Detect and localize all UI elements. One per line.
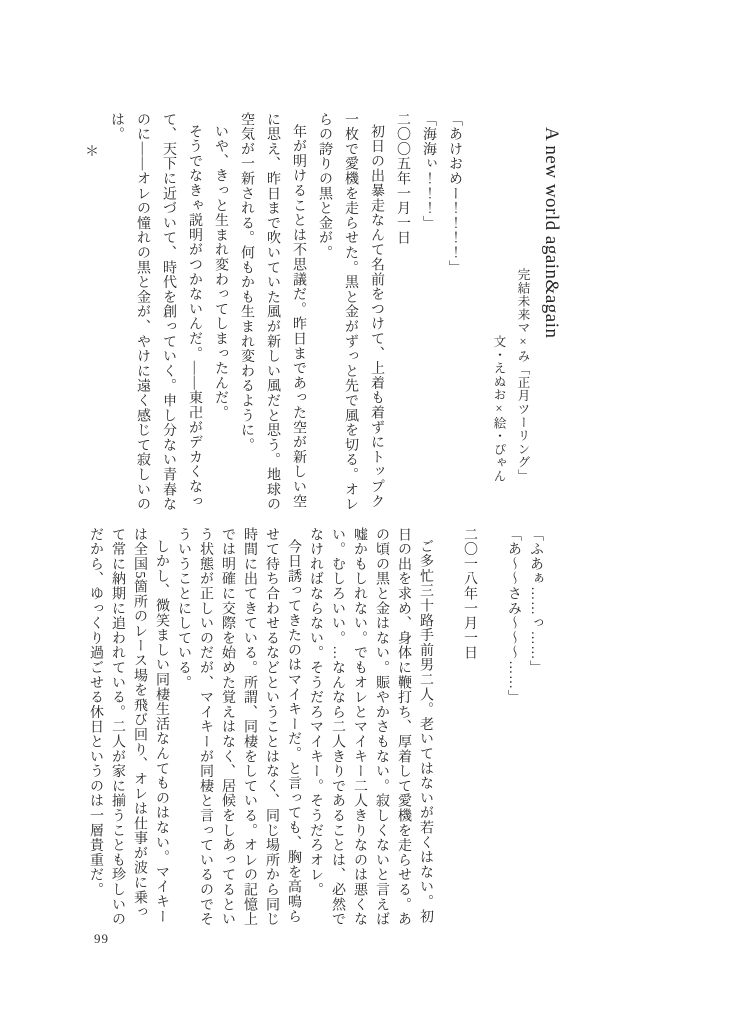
body-line: 年が明けることは不思議だ。昨日まであった空が新しい空	[291, 124, 306, 509]
story-title-english: A new world again&again	[541, 127, 562, 339]
body-line: いや、きっと生まれ変わってしまったんだ。	[213, 124, 228, 420]
dialogue-line: 「ふあぁ……っ……」	[528, 527, 543, 675]
lower-text-tier	[84, 527, 546, 953]
body-line: は。	[109, 112, 124, 142]
body-line: 初日の出暴走なんて名前をつけて、上着も着ずにトップク	[369, 124, 384, 509]
dialogue-line: 「あ～～さみ～～～……」	[506, 527, 521, 705]
body-line: なければならない。そうだろマイキー。そうだろオレ。	[308, 527, 323, 897]
body-line: そうでなきゃ説明がつかないんだ。――東卍がデカくなっ	[187, 124, 202, 509]
body-line: う状態が正しいのだが、マイキーが同棲と言っているのでそ	[198, 527, 213, 927]
dialogue-line: 「海海ぃ！！！」	[421, 112, 436, 231]
body-line: い。むしろいい。…なんなら二人きりであることは、必然で	[330, 527, 345, 927]
body-line: て常に納期に追われている。二人が家に揃うことも珍しいの	[110, 527, 125, 927]
body-line: 時間に出てきている。所謂、同棲をしている。オレの記憶上	[242, 527, 257, 927]
section-break-asterisk: ＊	[83, 144, 98, 159]
body-line: の頃の黒と金はない。賑やかさもない。寂しくないと言えば	[374, 527, 389, 927]
date-line: 二〇〇五年一月一日	[395, 112, 410, 246]
body-line: しかし、微笑ましい同棲生活なんてものはない。マイキー	[154, 539, 169, 924]
page-number: 99	[94, 931, 109, 946]
body-line: 今日誘ってきたのはマイキーだ。と言っても、胸を高鳴ら	[286, 539, 301, 924]
credit-series: 完結未来マ×み「正月ツーリング」	[516, 268, 530, 483]
body-line: 日の出を求め、身体に鞭打ち、厚着して愛機を走らせる。あ	[396, 527, 411, 927]
upper-text-tier	[77, 112, 563, 522]
body-line: らの誇りの黒と金が。	[317, 112, 332, 260]
body-line: 空気が一新される。何もかも生まれ変わるように。	[239, 112, 254, 453]
body-line: だから、ゆっくり過ごせる休日というのは一層貴重だ。	[88, 527, 103, 897]
body-line: ういうことにしている。	[176, 527, 191, 690]
body-line: に思え、昨日まで吹いていた風が新しい風だと思う。地球の	[265, 112, 280, 512]
body-line: のに――オレの憧れの黒と金が、やけに遠く感じて寂しいの	[135, 112, 150, 512]
body-line: せて待ち合わせるなどということはなく、同じ場所から同じ	[264, 527, 279, 927]
dialogue-line: 「あけおめー！！！！」	[447, 112, 462, 275]
body-line: は全国5箇所のレース場を飛び回り、オレは仕事が波に乗っ	[132, 527, 147, 920]
date-line: 二〇一八年一月一日	[462, 527, 477, 661]
body-line: ご多忙三十路手前男二人。老いてはないが若くはない。初	[418, 539, 433, 924]
body-line: 嘘かもしれない。でもオレとマイキー二人きりなのは悪くな	[352, 527, 367, 927]
body-line: 一枚で愛機を走らせた。黒と金がずっと先で風を切る。オレ	[343, 112, 358, 512]
body-line: て、天下に近づいて、時代を創っていく。申し分ない青春な	[161, 112, 176, 512]
credit-authors: 文・えぬお×絵・ぴゃん	[492, 335, 506, 483]
body-line: では明確に交際を始めた覚えはなく、居候をしあってるとい	[220, 527, 235, 927]
